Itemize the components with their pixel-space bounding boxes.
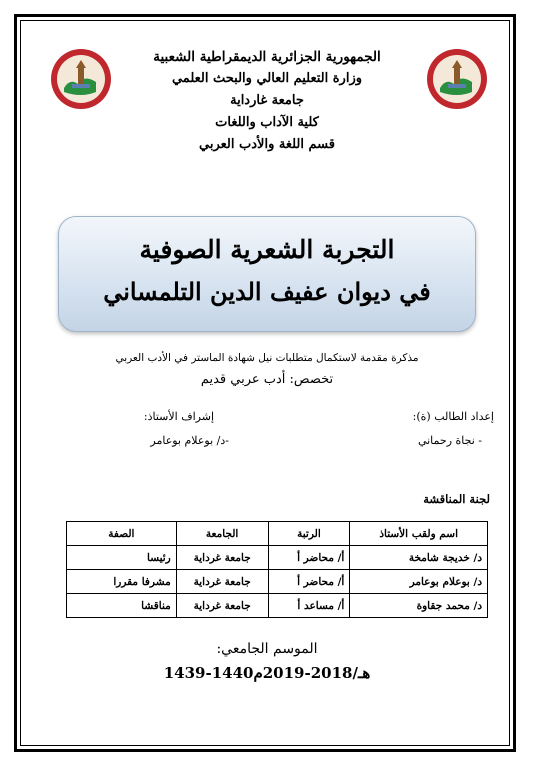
committee-table — [66, 521, 488, 618]
republic-name: الجمهورية الجزائرية الديمقراطية الشعبية — [153, 49, 381, 65]
member-rank: أ/ محاضر أ — [268, 546, 350, 570]
member-role: مناقشا — [67, 594, 177, 618]
member-name: د/ محمد جقاوة — [350, 594, 488, 618]
institution-header — [100, 46, 434, 156]
table-header-row — [67, 522, 488, 546]
memo-description: مذكرة مقدمة لاستكمال متطلبات نيل شهادة الماستر في الأدب العربي — [115, 352, 419, 364]
thesis-title-box — [58, 216, 476, 332]
member-university: جامعة غرداية — [176, 570, 268, 594]
student-name: - نجاة رحماني — [417, 434, 482, 447]
university-logo-right — [426, 48, 488, 110]
member-role: مشرفا مقررا — [67, 570, 177, 594]
table-row — [67, 594, 488, 618]
ministry-name: وزارة التعليم العالي والبحث العلمي — [171, 71, 363, 86]
table-row — [67, 570, 488, 594]
member-university: جامعة غرداية — [176, 594, 268, 618]
thesis-title-line1: التجربة الشعرية الصوفية — [139, 235, 395, 264]
member-university: جامعة غرداية — [176, 546, 268, 570]
member-name: د/ بوعلام بوعامر — [350, 570, 488, 594]
supervisor-name: -د/ بوعلام بوعامر — [150, 434, 229, 447]
specialty: تخصص: أدب عربي قديم — [200, 372, 334, 387]
header-name: اسم ولقب الأستاذ — [350, 522, 488, 546]
thesis-title-line2: في ديوان عفيف الدين التلمساني — [103, 277, 431, 306]
supervisor-label: إشراف الأستاذ: — [143, 410, 214, 423]
department-name: قسم اللغة والأدب العربي — [199, 137, 335, 152]
committee-title: لجنة المناقشة — [423, 492, 490, 506]
header-university: الجامعة — [176, 522, 268, 546]
member-rank: أ/ محاضر أ — [268, 570, 350, 594]
header-rank: الرتبة — [268, 522, 350, 546]
student-label: إعداد الطالب (ة): — [412, 410, 494, 423]
academic-season-years: 1439-1440هـ/2018-2019م — [163, 664, 371, 682]
member-name: د/ خديجة شامخة — [350, 546, 488, 570]
header-role: الصفة — [67, 522, 177, 546]
member-rank: أ/ مساعد أ — [268, 594, 350, 618]
faculty-name: كلية الآداب واللغات — [215, 115, 319, 130]
table-row — [67, 546, 488, 570]
academic-season-label: الموسم الجامعي: — [216, 641, 318, 657]
member-role: رئيسا — [67, 546, 177, 570]
university-name: جامعة غارداية — [230, 93, 304, 108]
